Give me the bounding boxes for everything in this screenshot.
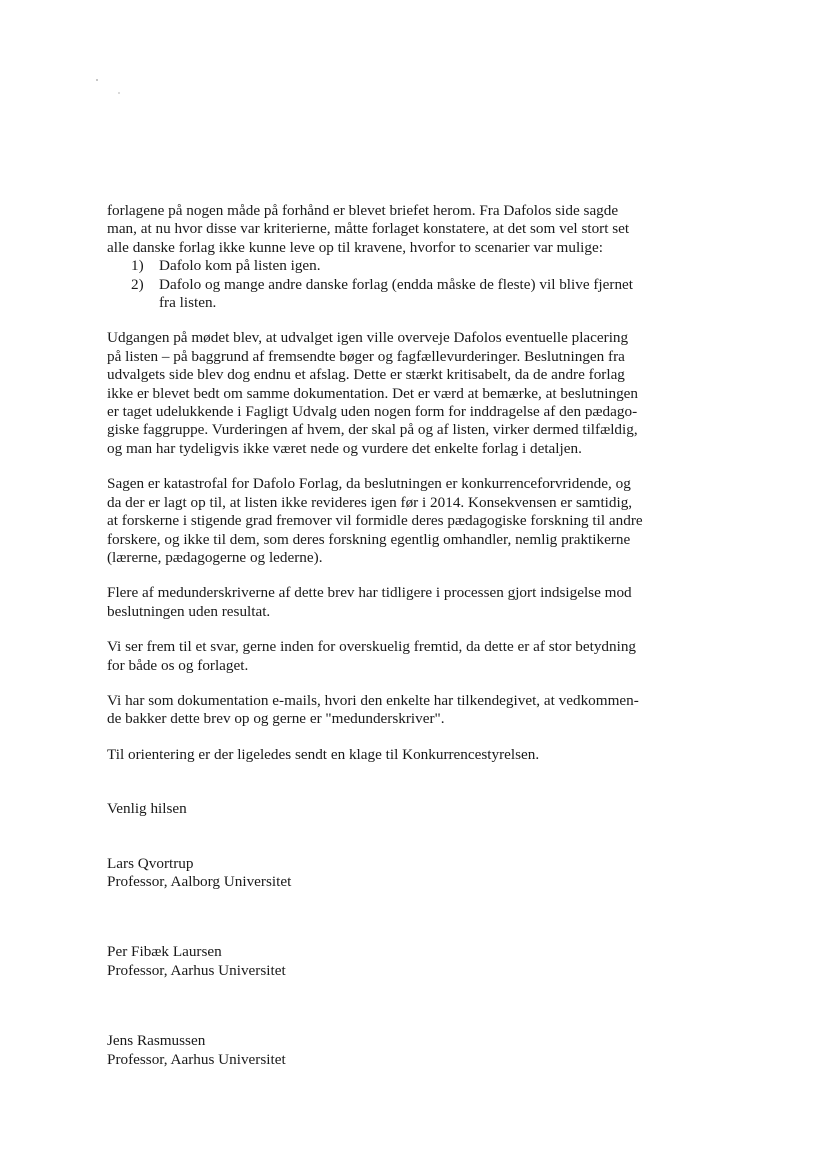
paragraph-3 (107, 475, 687, 567)
text-line: de bakker dette brev op og gerne er "medunderskriver". (107, 710, 445, 728)
text-line: at forskerne i stigende grad fremover vil formidle deres pædagogiske forskning til andre (107, 512, 643, 530)
paragraph-5 (107, 638, 687, 675)
text-line: Vi ser frem til et svar, gerne inden for overskuelig fremtid, da dette er af stor betydning (107, 638, 637, 656)
signatory (107, 855, 687, 892)
text-line: Vi har som dokumentation e-mails, hvori den enkelte har tilkendegivet, at vedkommen- (107, 691, 639, 709)
signatory-title: Professor, Aalborg Universitet (107, 872, 292, 890)
text-line: på listen – på baggrund af fremsendte bøger og fagfællevurderinger. Beslutningen fra (107, 347, 625, 365)
paragraph-4 (107, 584, 687, 621)
text-line: udvalgets side blev dog endnu et afslag. Dette er stærkt kritisabelt, da de andre forlag (107, 366, 625, 384)
text-line: og man har tydeligvis ikke været nede og vurdere det enkelte forlag i detaljen. (107, 439, 582, 457)
text-line: Flere af medunderskriverne af dette brev har tidligere i processen gjort indsigelse mod (107, 584, 632, 602)
text-line: beslutningen uden resultat. (107, 602, 271, 620)
text-line: for både os og forlaget. (107, 656, 249, 674)
text-line: ikke er blevet bedt om samme dokumentation. Det er værd at bemærke, at beslutningen (107, 384, 638, 402)
signatory-name: Lars Qvortrup (107, 854, 194, 872)
text-line: Til orientering er der ligeledes sendt en klage til Konkurrencestyrelsen. (107, 745, 540, 763)
list-number: 1) (131, 257, 144, 275)
text-line: man, at nu hvor disse var kriterierne, måtte forlaget konstatere, at det som vel stort set (107, 220, 630, 238)
text-line: forlagene på nogen måde på forhånd er blevet briefet herom. Fra Dafolos side sagde (107, 202, 619, 219)
paragraph-2 (107, 329, 687, 458)
list-item (107, 276, 687, 294)
scan-speck (96, 79, 98, 81)
signatory-name: Jens Rasmussen (107, 1032, 206, 1050)
text-line: er taget udelukkende i Fagligt Udvalg uden nogen form for inddragelse af den pædago- (107, 403, 638, 421)
list-number: 2) (131, 275, 144, 293)
signatory-name: Per Fibæk Laursen (107, 943, 222, 961)
list-item (107, 257, 687, 275)
closing-text: Venlig hilsen (107, 800, 187, 818)
paragraph-7 (107, 746, 687, 764)
list-item-text: Dafolo kom på listen igen. (159, 257, 321, 275)
text-line: da der er lagt op til, at listen ikke revideres igen før i 2014. Konsekvensen er samtidig, (107, 493, 633, 511)
list-item-text: fra listen. (159, 294, 217, 312)
scan-speck (118, 92, 120, 94)
letter-body (107, 202, 687, 1069)
list-item-text: Dafolo og mange andre danske forlag (endda måske de fleste) vil blive fjernet (159, 275, 634, 293)
text-line: alle danske forlag ikke kunne leve op til kravene, hvorfor to scenarier var mulige: (107, 238, 603, 256)
signatory-title: Professor, Aarhus Universitet (107, 1050, 286, 1068)
signatory (107, 1032, 687, 1069)
signatory (107, 943, 687, 980)
text-line: Udgangen på mødet blev, at udvalget igen ville overveje Dafolos eventuelle placering (107, 329, 629, 347)
numbered-list (107, 257, 687, 312)
signatory-title: Professor, Aarhus Universitet (107, 961, 286, 979)
text-line: (lærerne, pædagogerne og lederne). (107, 548, 323, 566)
paragraph-6 (107, 692, 687, 729)
closing (107, 800, 687, 818)
paragraph-1 (107, 202, 687, 257)
text-line: giske faggruppe. Vurderingen af hvem, der skal på og af listen, virker dermed tilfældig, (107, 421, 638, 439)
text-line: Sagen er katastrofal for Dafolo Forlag, da beslutningen er konkurrenceforvridende, og (107, 475, 631, 493)
text-line: forskere, og ikke til dem, som deres forskning egentlig omhandler, nemlig praktikerne (107, 530, 631, 548)
